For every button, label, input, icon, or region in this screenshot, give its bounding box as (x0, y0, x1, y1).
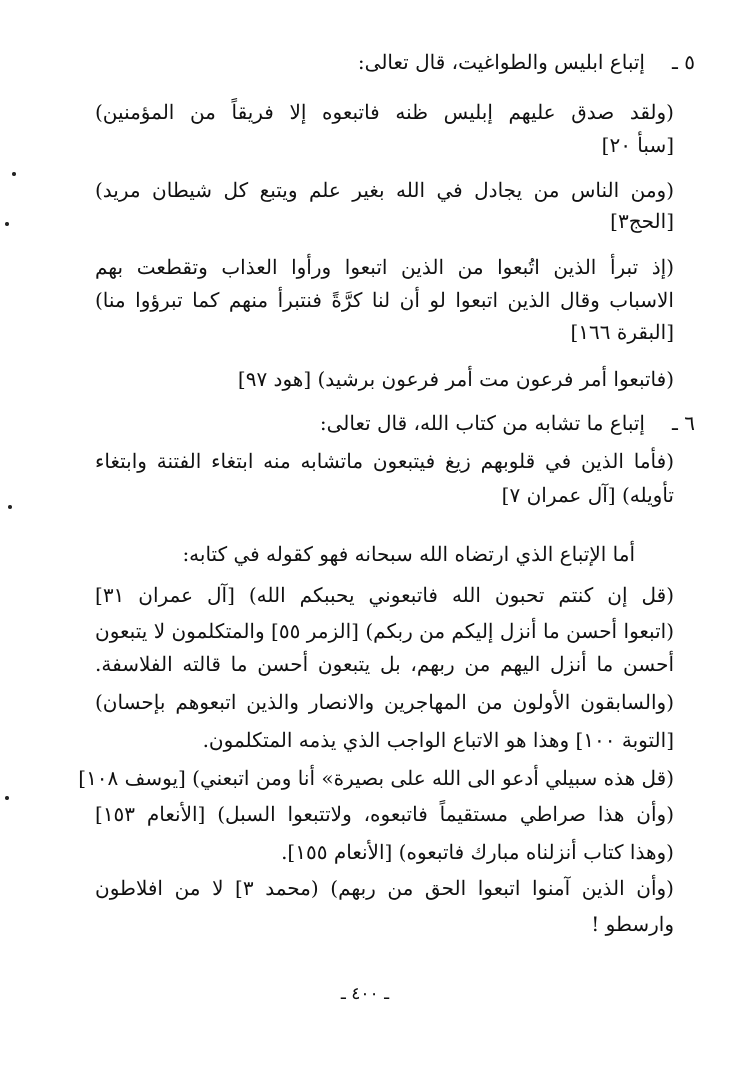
text-line: (فاتبعوا أمر فرعون مت أمر فرعون برشيد) [هود ٩٧] (237, 367, 674, 391)
text-line: [الحج٣] (610, 209, 674, 233)
text-line: (إذ تبرأ الذين اتُبعوا من الذين اتبعوا ورأوا العذاب وتقطعت بهم (95, 255, 674, 279)
margin-mark (8, 505, 12, 509)
text-line: (اتبعوا أحسن ما أنزل إليكم من ربكم) [الزمر ٥٥] والمتكلمون لا يتبعون (95, 619, 675, 643)
section-5-number: ٥ ـ (672, 50, 695, 74)
text-line: (وأن الذين آمنوا اتبعوا الحق من ربهم) (محمد ٣] لا من افلاطون (95, 876, 674, 900)
text-line: (فأما الذين في قلوبهم زيغ فيتبعون ماتشابه منه ابتغاء الفتنة وابتغاء (95, 449, 674, 473)
text-line: (وأن هذا صراطي مستقيماً فاتبعوه، ولاتتبعوا السبل) [الأنعام ١٥٣] (95, 802, 674, 826)
text-line: [البقرة ١٦٦] (570, 320, 674, 344)
margin-mark (5, 796, 9, 800)
text-line: [سبأ ٢٠] (601, 133, 674, 157)
section-5-heading: إتباع ابليس والطواغيت، قال تعالى: (357, 50, 645, 74)
text-line: تأويله) [آل عمران ٧] (501, 483, 674, 507)
text-line: الاسباب وقال الذين اتبعوا لو أن لنا كرَّةً فنتبرأ منهم كما تبرؤوا منا) (95, 288, 674, 312)
page-number: ـ ٤٠٠ ـ (340, 984, 390, 1004)
text-line: (وهذا كتاب أنزلناه مبارك فاتبعوه) [الأنعام ١٥٥]. (281, 840, 674, 864)
text-line: أما الإتباع الذي ارتضاه الله سبحانه فهو كقوله في كتابه: (182, 542, 635, 566)
text-line: أحسن ما أنزل اليهم من ربهم، بل يتبعون أحسن ما قالته الفلاسفة. (95, 652, 674, 676)
text-line: [التوبة ١٠٠] وهذا هو الاتباع الواجب الذي يذمه المتكلمون. (202, 728, 674, 752)
text-line: (قل إن كنتم تحبون الله فاتبعوني يحببكم الله) [آل عمران ٣١] (95, 583, 674, 607)
text-line: (ومن الناس من يجادل في الله بغير علم ويتبع كل شيطان مريد) (95, 178, 674, 202)
margin-mark (5, 222, 9, 226)
text-line: (قل هذه سبيلي أدعو الى الله على بصيرة» أنا ومن اتبعني) [يوسف ١٠٨] (78, 766, 674, 790)
section-6-heading: إتباع ما تشابه من كتاب الله، قال تعالى: (319, 411, 645, 435)
text-line: (ولقد صدق عليهم إبليس ظنه فاتبعوه إلا فريقاً من المؤمنين) (95, 100, 674, 124)
text-line: (والسابقون الأولون من المهاجرين والانصار والذين اتبعوهم بإحسان) (95, 690, 674, 714)
text-line: وارسطو ! (591, 912, 674, 936)
section-6-number: ٦ ـ (672, 411, 695, 435)
margin-mark (12, 172, 16, 176)
